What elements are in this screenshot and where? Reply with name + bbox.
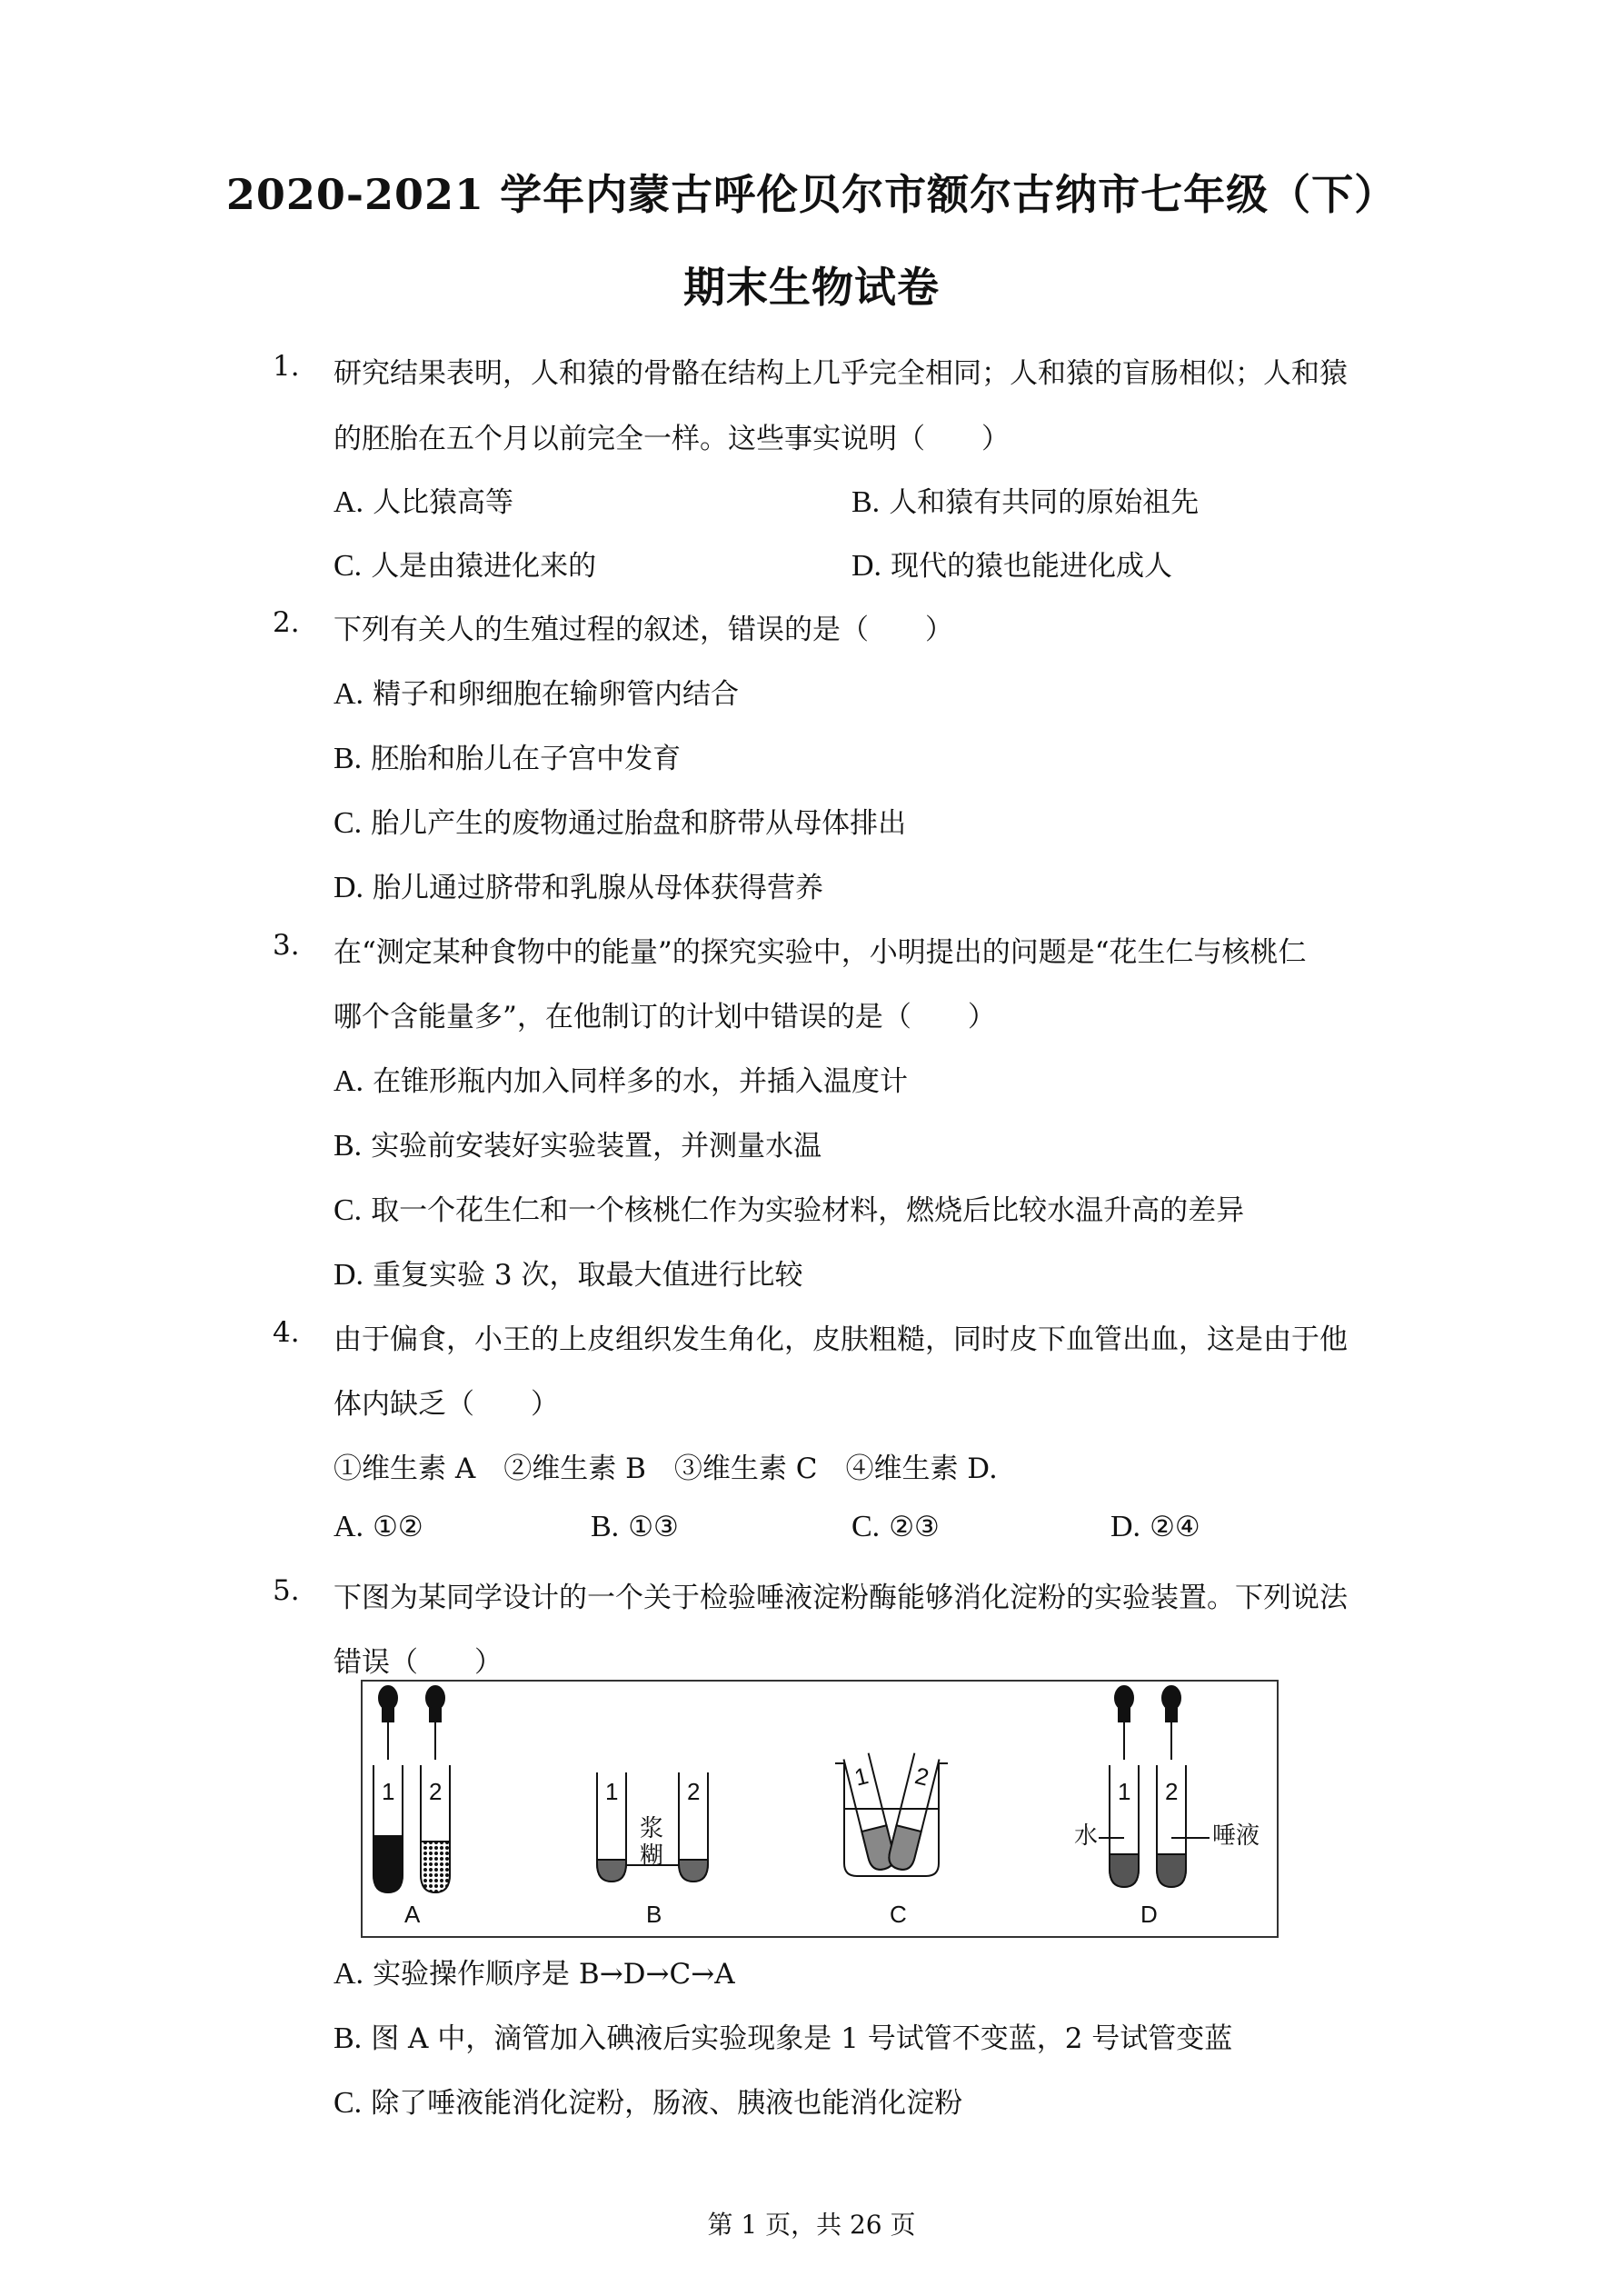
- tube-2-liquid: [421, 1842, 450, 1892]
- question-4-vitamin-list: ①维生素 A ②维生素 B ③维生素 C ④维生素 D.: [334, 1452, 998, 1485]
- option-text: ①③: [628, 1511, 679, 1543]
- option-letter: C.: [334, 549, 363, 583]
- panel-a: [373, 1686, 450, 1928]
- question-4-option-a: [334, 1510, 423, 1544]
- question-1-option-c: [334, 543, 596, 584]
- panel-a-label: A: [404, 1901, 421, 1928]
- question-4-stem-line2: 体内缺乏（ ）: [334, 1388, 559, 1421]
- option-letter: A.: [334, 677, 364, 711]
- question-3-stem-line1: 在“测定某种食物中的能量”的探究实验中，小明提出的问题是“花生仁与核桃仁: [334, 936, 1307, 969]
- test-tube-diagram: [363, 1682, 1277, 1936]
- page-footer: 第 1 页，共 26 页: [707, 2210, 916, 2240]
- option-text: 实验操作顺序是 B→D→C→A: [373, 1958, 735, 1991]
- question-4-number: 4.: [273, 1316, 300, 1349]
- question-2-option-c: [334, 800, 906, 841]
- tube-2-liquid: [886, 1825, 921, 1872]
- dropper-icon: [379, 1686, 397, 1760]
- question-4-option-b: [591, 1510, 679, 1544]
- question-5-stem-line2: 错误（ ）: [334, 1646, 503, 1679]
- tube-2-label: 2: [687, 1778, 701, 1805]
- question-1-option-d: [851, 543, 1172, 584]
- option-text: 胎儿通过脐带和乳腺从母体获得营养: [373, 872, 824, 904]
- option-text: 胎儿产生的废物通过胎盘和脐带从母体排出: [371, 807, 907, 840]
- question-3-option-c: [334, 1187, 1244, 1228]
- option-text: ①②: [373, 1511, 423, 1543]
- paste-label-2: 糊: [640, 1842, 664, 1869]
- tube-2-label: 2: [1165, 1778, 1179, 1805]
- option-letter: C.: [334, 2086, 363, 2120]
- option-text: 人是由猿进化来的: [371, 550, 597, 583]
- option-text: 现代的猿也能进化成人: [891, 550, 1173, 583]
- question-5-option-c: [334, 2080, 962, 2121]
- option-text: 取一个花生仁和一个核桃仁作为实验材料，燃烧后比较水温升高的差异: [371, 1194, 1245, 1227]
- tube-1-label: 1: [382, 1778, 395, 1805]
- tube-1-paste: [597, 1860, 626, 1882]
- option-letter: D.: [1110, 1510, 1141, 1543]
- option-letter: C.: [334, 1193, 363, 1227]
- question-2-option-d: [334, 864, 823, 905]
- option-text: ②④: [1150, 1511, 1200, 1543]
- option-text: 精子和卵细胞在输卵管内结合: [373, 678, 740, 711]
- experiment-figure: [361, 1680, 1279, 1938]
- panel-c-label: C: [890, 1901, 907, 1928]
- dropper-icon: [1115, 1686, 1133, 1760]
- dropper-icon: [426, 1686, 444, 1760]
- question-3-stem-line2: 哪个含能量多”，在他制订的计划中错误的是（ ）: [334, 1001, 996, 1033]
- option-text: ②③: [889, 1511, 940, 1543]
- question-1-stem-line2: 的胚胎在五个月以前完全一样。这些事实说明（ ）: [334, 423, 1010, 455]
- tube-2-paste: [679, 1860, 708, 1882]
- question-1-option-b: [851, 479, 1199, 520]
- panel-d: [1074, 1686, 1260, 1928]
- tube-1-liquid: [1110, 1854, 1139, 1887]
- option-letter: D.: [334, 871, 364, 904]
- option-text: 图 A 中，滴管加入碘液后实验现象是 1 号试管不变蓝，2 号试管变蓝: [371, 2022, 1233, 2055]
- option-text: 人和猿有共同的原始祖先: [889, 486, 1200, 519]
- option-letter: B.: [334, 2021, 363, 2055]
- question-5-option-a: [334, 1951, 735, 1992]
- question-4-option-c: [851, 1510, 940, 1544]
- tube-2-label: 2: [911, 1762, 932, 1792]
- option-letter: D.: [334, 1258, 364, 1292]
- option-text: 除了唾液能消化淀粉，肠液、胰液也能消化淀粉: [371, 2087, 963, 2120]
- option-text: 实验前安装好实验装置，并测量水温: [371, 1130, 822, 1163]
- tube-1-label: 1: [605, 1778, 619, 1805]
- panel-c: [835, 1753, 948, 1928]
- question-2-stem: 下列有关人的生殖过程的叙述，错误的是（ ）: [334, 614, 953, 646]
- option-letter: B.: [334, 1129, 363, 1163]
- question-5-stem-line1: 下图为某同学设计的一个关于检验唾液淀粉酶能够消化淀粉的实验装置。下列说法: [334, 1582, 1348, 1614]
- option-text: 胚胎和胎儿在子宫中发育: [371, 743, 682, 775]
- tube-1-label: 1: [1118, 1778, 1131, 1805]
- question-3-option-a: [334, 1058, 908, 1099]
- water-label: 水: [1074, 1822, 1099, 1849]
- dropper-icon: [1162, 1686, 1180, 1760]
- question-2-option-a: [334, 671, 739, 712]
- paste-label-1: 浆: [640, 1814, 664, 1842]
- option-letter: D.: [851, 549, 882, 583]
- option-letter: A.: [334, 1957, 364, 1991]
- exam-title-line1: 2020-2021 学年内蒙古呼伦贝尔市额尔古纳市七年级（下）: [225, 170, 1398, 219]
- question-4-option-d: [1110, 1510, 1200, 1544]
- saliva-label: 唾液: [1212, 1822, 1260, 1849]
- question-5-option-b: [334, 2015, 1232, 2056]
- question-2-option-b: [334, 735, 681, 776]
- tube-1-label: 1: [851, 1762, 871, 1792]
- option-letter: B.: [334, 742, 363, 775]
- option-letter: A.: [334, 1510, 364, 1543]
- panel-b: [597, 1772, 708, 1928]
- question-5-number: 5.: [273, 1574, 300, 1607]
- question-1-option-a: [334, 479, 513, 520]
- option-text: 在锥形瓶内加入同样多的水，并插入温度计: [373, 1065, 909, 1098]
- tube-2-liquid: [1157, 1854, 1186, 1887]
- question-1-stem-line1: 研究结果表明，人和猿的骨骼在结构上几乎完全相同；人和猿的盲肠相似；人和猿: [334, 357, 1348, 390]
- question-2-number: 2.: [273, 606, 300, 639]
- panel-d-label: D: [1140, 1901, 1158, 1928]
- option-text: 人比猿高等: [373, 486, 514, 519]
- option-letter: B.: [851, 485, 881, 519]
- option-letter: A.: [334, 485, 364, 519]
- option-letter: A.: [334, 1064, 364, 1098]
- option-letter: C.: [334, 806, 363, 840]
- exam-title-line2: 期末生物试卷: [683, 263, 940, 312]
- tube-1-liquid: [373, 1836, 403, 1892]
- question-1-number: 1.: [273, 350, 300, 383]
- question-3-number: 3.: [273, 929, 300, 962]
- option-letter: B.: [591, 1510, 620, 1543]
- question-3-option-b: [334, 1123, 821, 1163]
- tube-2-label: 2: [429, 1778, 443, 1805]
- option-letter: C.: [851, 1510, 881, 1543]
- panel-b-label: B: [646, 1901, 662, 1928]
- option-text: 重复实验 3 次，取最大值进行比较: [373, 1259, 803, 1292]
- question-4-stem-line1: 由于偏食，小王的上皮组织发生角化，皮肤粗糙，同时皮下血管出血，这是由于他: [334, 1323, 1348, 1356]
- question-3-option-d: [334, 1252, 803, 1293]
